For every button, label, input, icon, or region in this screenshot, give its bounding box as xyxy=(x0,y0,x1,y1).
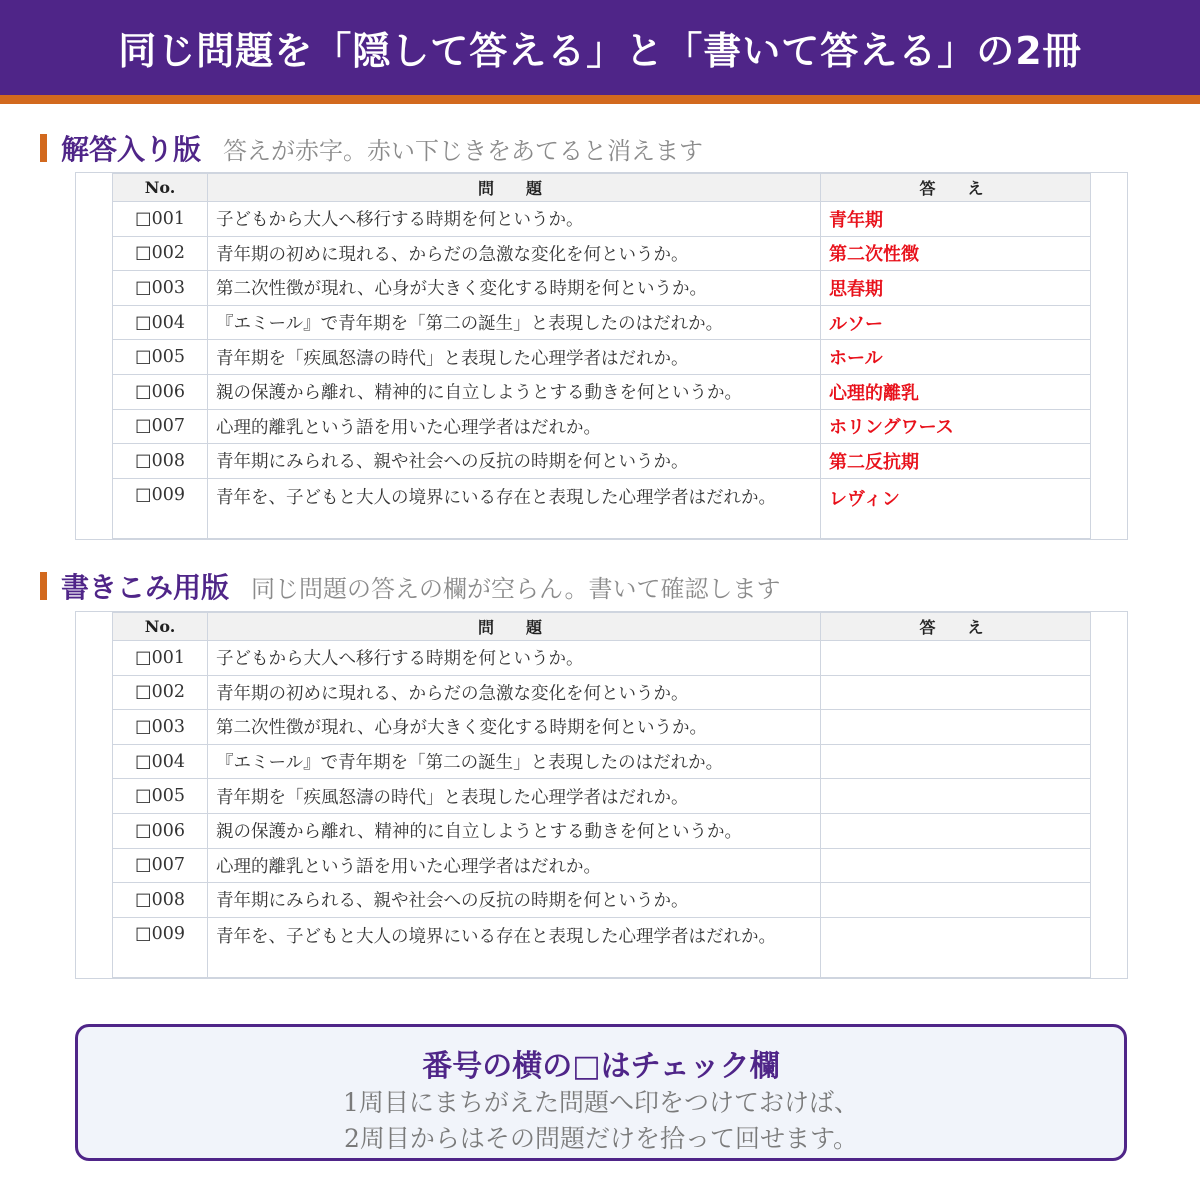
table-row xyxy=(113,641,1091,676)
question-cell: 青年期にみられる、親や社会への反抗の時期を何というか。 xyxy=(208,444,821,479)
answer-write-in-cell[interactable] xyxy=(821,917,1091,977)
column-header-question: 問 題 xyxy=(208,613,821,641)
question-number-checkbox[interactable]: □004 xyxy=(113,305,208,340)
question-number-checkbox[interactable]: □002 xyxy=(113,236,208,271)
question-cell: 第二次性徴が現れ、心身が大きく変化する時期を何というか。 xyxy=(208,710,821,745)
blank-table xyxy=(112,612,1091,978)
note-line: 1周目にまちがえた問題へ印をつけておけば、 xyxy=(343,1088,859,1117)
page-title: 同じ問題を「隠して答える」と「書いて答える」の2冊 xyxy=(118,29,1082,73)
answer-cell: 第二次性徴 xyxy=(821,236,1091,271)
table-header-row xyxy=(113,613,1091,641)
table-row xyxy=(113,779,1091,814)
column-header-no: No. xyxy=(113,613,208,641)
answer-cell: レヴィン xyxy=(821,478,1091,538)
answer-cell: ホール xyxy=(821,340,1091,375)
question-number-checkbox[interactable]: □001 xyxy=(113,641,208,676)
table-row xyxy=(113,813,1091,848)
answer-cell: ホリングワース xyxy=(821,409,1091,444)
question-number-checkbox[interactable]: □005 xyxy=(113,340,208,375)
question-number-checkbox[interactable]: □004 xyxy=(113,744,208,779)
heading-accent-bar xyxy=(40,134,47,162)
blank-section-title: 書きこみ用版 xyxy=(61,571,230,604)
answer-write-in-cell[interactable] xyxy=(821,779,1091,814)
question-cell: 親の保護から離れ、精神的に自立しようとする動きを何というか。 xyxy=(208,813,821,848)
question-cell: 『エミール』で青年期を「第二の誕生」と表現したのはだれか。 xyxy=(208,744,821,779)
question-cell: 第二次性徴が現れ、心身が大きく変化する時期を何というか。 xyxy=(208,271,821,306)
table-row xyxy=(113,444,1091,479)
question-number-checkbox[interactable]: □006 xyxy=(113,374,208,409)
answer-write-in-cell[interactable] xyxy=(821,883,1091,918)
answer-cell: 青年期 xyxy=(821,202,1091,237)
blank-section-heading xyxy=(40,568,780,604)
blank-table-frame xyxy=(75,611,1128,979)
blank-section-subtitle: 同じ問題の答えの欄が空らん。書いて確認します xyxy=(251,574,781,603)
table-row xyxy=(113,883,1091,918)
table-row xyxy=(113,374,1091,409)
answer-write-in-cell[interactable] xyxy=(821,744,1091,779)
question-cell: 心理的離乳という語を用いた心理学者はだれか。 xyxy=(208,409,821,444)
table-row xyxy=(113,917,1091,977)
column-header-question: 問 題 xyxy=(208,174,821,202)
table-row xyxy=(113,409,1091,444)
question-cell: 青年期にみられる、親や社会への反抗の時期を何というか。 xyxy=(208,883,821,918)
answer-cell: 思春期 xyxy=(821,271,1091,306)
question-number-checkbox[interactable]: □008 xyxy=(113,444,208,479)
answer-table xyxy=(112,173,1091,539)
table-row xyxy=(113,236,1091,271)
answer-write-in-cell[interactable] xyxy=(821,848,1091,883)
heading-accent-bar xyxy=(40,572,47,600)
checkbox-note-box xyxy=(75,1024,1127,1161)
answer-section-title: 解答入り版 xyxy=(61,133,202,166)
note-line: 2周目からはその問題だけを拾って回せます。 xyxy=(344,1124,858,1153)
table-row xyxy=(113,478,1091,538)
question-number-checkbox[interactable]: □003 xyxy=(113,271,208,306)
column-header-answer: 答 え xyxy=(821,174,1091,202)
answer-write-in-cell[interactable] xyxy=(821,813,1091,848)
question-number-checkbox[interactable]: □002 xyxy=(113,675,208,710)
question-number-checkbox[interactable]: □001 xyxy=(113,202,208,237)
note-title: 番号の横の□はチェック欄 xyxy=(422,1049,780,1084)
question-cell: 青年期を「疾風怒濤の時代」と表現した心理学者はだれか。 xyxy=(208,779,821,814)
question-cell: 親の保護から離れ、精神的に自立しようとする動きを何というか。 xyxy=(208,374,821,409)
question-cell: 心理的離乳という語を用いた心理学者はだれか。 xyxy=(208,848,821,883)
question-cell: 青年を、子どもと大人の境界にいる存在と表現した心理学者はだれか。 xyxy=(208,478,821,538)
question-number-checkbox[interactable]: □007 xyxy=(113,848,208,883)
question-number-checkbox[interactable]: □007 xyxy=(113,409,208,444)
answer-section-subtitle: 答えが赤字。赤い下じきをあてると消えます xyxy=(223,136,704,165)
question-cell: 青年期の初めに現れる、からだの急激な変化を何というか。 xyxy=(208,675,821,710)
question-cell: 『エミール』で青年期を「第二の誕生」と表現したのはだれか。 xyxy=(208,305,821,340)
question-cell: 青年期を「疾風怒濤の時代」と表現した心理学者はだれか。 xyxy=(208,340,821,375)
answer-write-in-cell[interactable] xyxy=(821,641,1091,676)
question-number-checkbox[interactable]: □009 xyxy=(113,478,208,538)
column-header-answer: 答 え xyxy=(821,613,1091,641)
table-header-row xyxy=(113,174,1091,202)
answer-cell: ルソー xyxy=(821,305,1091,340)
question-number-checkbox[interactable]: □006 xyxy=(113,813,208,848)
table-row xyxy=(113,305,1091,340)
question-number-checkbox[interactable]: □008 xyxy=(113,883,208,918)
table-row xyxy=(113,202,1091,237)
question-cell: 青年期の初めに現れる、からだの急激な変化を何というか。 xyxy=(208,236,821,271)
question-cell: 青年を、子どもと大人の境界にいる存在と表現した心理学者はだれか。 xyxy=(208,917,821,977)
table-row xyxy=(113,744,1091,779)
question-number-checkbox[interactable]: □009 xyxy=(113,917,208,977)
question-cell: 子どもから大人へ移行する時期を何というか。 xyxy=(208,641,821,676)
answer-write-in-cell[interactable] xyxy=(821,675,1091,710)
table-row xyxy=(113,271,1091,306)
header-banner xyxy=(0,0,1200,104)
answer-cell: 心理的離乳 xyxy=(821,374,1091,409)
table-row xyxy=(113,710,1091,745)
table-row xyxy=(113,675,1091,710)
table-row xyxy=(113,340,1091,375)
answer-section-heading xyxy=(40,130,703,166)
question-number-checkbox[interactable]: □003 xyxy=(113,710,208,745)
answer-table-frame xyxy=(75,172,1128,540)
answer-cell: 第二反抗期 xyxy=(821,444,1091,479)
column-header-no: No. xyxy=(113,174,208,202)
question-cell: 子どもから大人へ移行する時期を何というか。 xyxy=(208,202,821,237)
answer-write-in-cell[interactable] xyxy=(821,710,1091,745)
question-number-checkbox[interactable]: □005 xyxy=(113,779,208,814)
table-row xyxy=(113,848,1091,883)
